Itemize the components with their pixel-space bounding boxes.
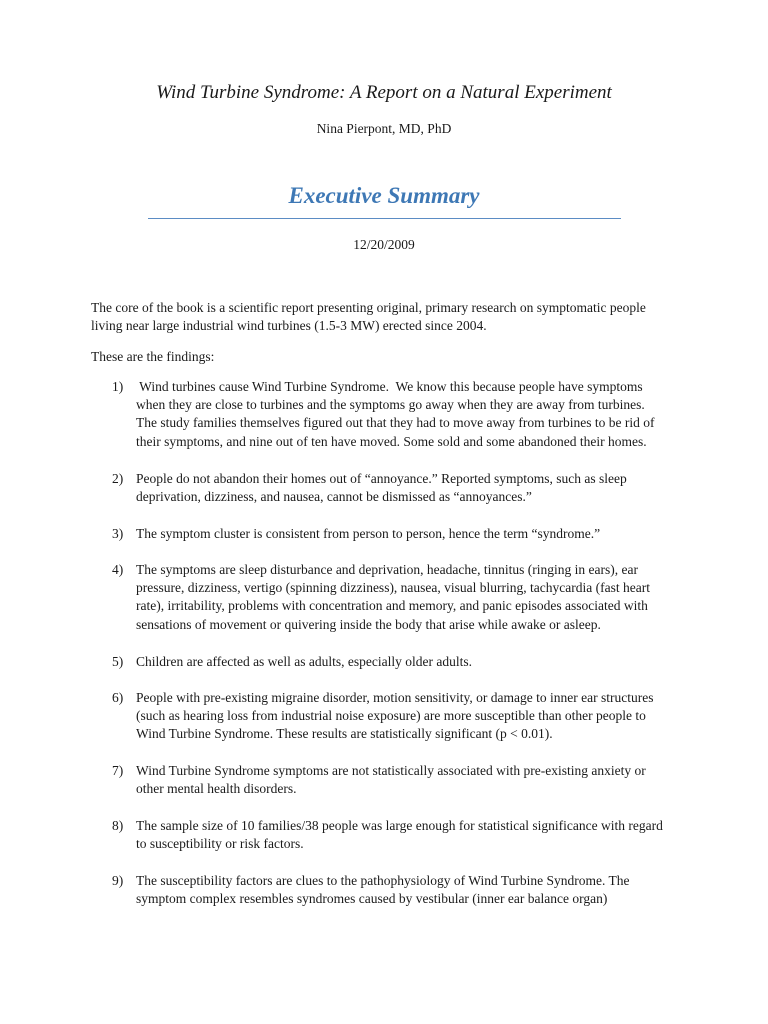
finding-line: to susceptibility or risk factors. <box>136 836 304 852</box>
intro-line: The core of the book is a scientific report presenting original, primary research on symptomatic people <box>91 300 646 315</box>
finding-text <box>136 561 712 634</box>
heading-divider <box>148 218 621 219</box>
finding-line: symptom complex resembles syndromes caused by vestibular (inner ear balance organ) <box>136 891 608 907</box>
finding-line: People with pre-existing migraine disorder, motion sensitivity, or damage to inner ear structures <box>136 690 654 705</box>
finding-text <box>136 653 712 671</box>
finding-line: sensations of movement or quivering inside the body that arise while awake or asleep. <box>136 616 601 632</box>
finding-text <box>136 689 712 744</box>
finding-number: 4) <box>112 562 124 577</box>
finding-number: 8) <box>112 818 124 833</box>
finding-line: The study families themselves figured out that they had to move away from turbines to be rid of <box>136 415 655 431</box>
intro-line: living near large industrial wind turbines (1.5-3 MW) erected since 2004. <box>91 318 487 334</box>
document-author: Nina Pierpont, MD, PhD <box>316 121 452 136</box>
finding-number: 7) <box>112 763 124 778</box>
finding-line: deprivation, dizziness, and nausea, cannot be dismissed as “annoyances.” <box>136 489 532 505</box>
finding-line: The sample size of 10 families/38 people was large enough for statistical significance with regard <box>136 818 663 833</box>
finding-line: rate), irritability, problems with concentration and memory, and panic episodes associated with <box>136 598 648 614</box>
finding-text <box>136 817 712 853</box>
finding-text <box>136 470 712 506</box>
finding-text <box>136 378 712 451</box>
finding-line: pressure, dizziness, vertigo (spinning dizziness), nausea, visual blurring, tachycardia (fast heart <box>136 580 650 596</box>
finding-line: when they are close to turbines and the symptoms go away when they are away from turbines. <box>136 397 645 413</box>
finding-number: 1) <box>112 379 124 394</box>
finding-line: The susceptibility factors are clues to the pathophysiology of Wind Turbine Syndrome. The <box>136 873 630 888</box>
finding-text <box>136 872 712 908</box>
finding-line: other mental health disorders. <box>136 781 297 797</box>
finding-line: Children are affected as well as adults, especially older adults. <box>136 654 473 669</box>
document-date: 12/20/2009 <box>353 237 415 252</box>
finding-text <box>136 762 712 798</box>
finding-line: People do not abandon their homes out of “annoyance.” Reported symptoms, such as sleep <box>136 471 627 486</box>
finding-number: 6) <box>112 690 124 705</box>
intro-paragraph <box>91 299 691 336</box>
finding-number: 5) <box>112 654 124 669</box>
finding-line: Wind Turbine Syndrome. These results are statistically significant (p < 0.01). <box>136 726 553 742</box>
finding-number: 2) <box>112 471 124 486</box>
document-title: Wind Turbine Syndrome: A Report on a Natural Experiment <box>156 82 612 103</box>
finding-line: Wind turbines cause Wind Turbine Syndrome. We know this because people have symptoms <box>136 379 643 394</box>
finding-line: The symptoms are sleep disturbance and deprivation, headache, tinnitus (ringing in ears), ear <box>136 562 638 577</box>
finding-line: their symptoms, and nine out of ten have moved. Some sold and some abandoned their homes. <box>136 433 647 449</box>
finding-line: (such as hearing loss from industrial noise exposure) are more susceptible than other people to <box>136 708 646 724</box>
finding-text <box>136 525 712 543</box>
findings-lead: These are the findings: <box>91 349 215 364</box>
section-heading: Executive Summary <box>288 183 480 208</box>
finding-line: The symptom cluster is consistent from person to person, hence the term “syndrome.” <box>136 526 601 541</box>
finding-number: 3) <box>112 526 124 541</box>
finding-line: Wind Turbine Syndrome symptoms are not statistically associated with pre-existing anxiety or <box>136 763 646 778</box>
finding-number: 9) <box>112 873 124 888</box>
